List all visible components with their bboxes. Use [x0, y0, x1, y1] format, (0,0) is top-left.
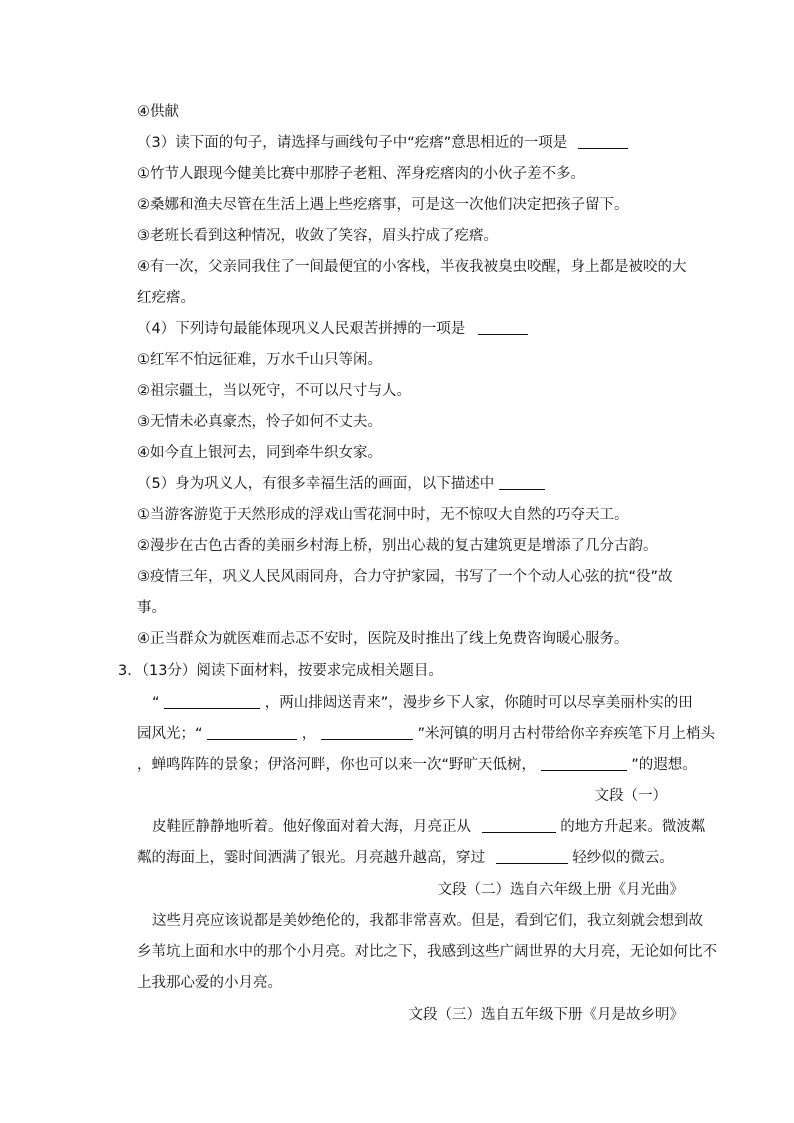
question-4-prompt [137, 319, 528, 339]
q5-option-4: ④正当群众为就医难而忐忑不安时，医院及时推出了线上免费咨询暖心服务。 [137, 631, 629, 647]
material-text: ”米河镇的明月古村带给你辛弃疾笔下月上梢头 [417, 726, 715, 742]
poem-blank-4[interactable] [541, 755, 627, 771]
q5-option-1: ①当游客游览于天然形成的浮戏山雪花洞中时，无不惊叹大自然的巧夺天工。 [137, 507, 629, 523]
q5-option-2: ②漫步在古色古香的美丽乡村海上桥，别出心裁的复古建筑更是增添了几分古韵。 [137, 538, 658, 554]
q3-option-4-cont: 红疙瘩。 [137, 290, 195, 306]
q5-option-3-cont: 事。 [137, 600, 166, 616]
question-3-text: （3）读下面的句子，请选择与画线句子中“疙瘩”意思相近的一项是 [137, 135, 568, 151]
passage-1-line-1 [152, 817, 705, 837]
question-4-text: （4）下列诗句最能体现巩义人民艰苦拼搏的一项是 [137, 321, 466, 337]
question-3-heading: 3．（13分）阅读下面材料，按要求完成相关题目。 [118, 663, 443, 679]
q4-option-2: ②祖宗疆土，当以死守，不可以尺寸与人。 [137, 383, 411, 399]
material-text: ，蝉鸣阵阵的景象；伊洛河畔，你也可以来一次“野旷天低树， [137, 757, 537, 773]
q5-option-3: ③疫情三年，巩义人民风雨同舟，合力守护家园，书写了一个个动人心弦的抗“役”故 [137, 569, 673, 585]
passage-blank-2[interactable] [496, 848, 568, 864]
question-3-prompt [137, 133, 628, 153]
q3-option-1: ①竹节人跟现今健美比赛中那脖子老粗、浑身疙瘩肉的小伙子差不多。 [137, 166, 585, 182]
question-5-prompt [137, 474, 545, 494]
q4-option-3: ③无情未必真豪杰，怜子如何不丈夫。 [137, 414, 382, 430]
passage-text: 轻纱似的微云。 [572, 850, 674, 866]
passage-text: 皮鞋匠静静地听着。他好像面对着大海，月亮正从 [152, 819, 471, 835]
passage-text: 粼的海面上，霎时间洒满了银光。月亮越升越高，穿过 [137, 850, 485, 866]
answer-blank[interactable] [478, 319, 528, 335]
passage-1-line-2 [137, 848, 674, 868]
passage-2-label: 文段（二）选自六年级上册《月光曲》 [437, 882, 684, 898]
poem-blank-3[interactable] [321, 724, 413, 740]
passage-text: 的地方升起来。微波粼 [560, 819, 706, 835]
material-text: ”的遐想。 [631, 757, 697, 773]
passage-2-line-3: 上我那心爱的小月亮。 [137, 975, 282, 991]
passage-2-line-2: 乡苇坑上面和水中的那个小月亮。对比之下，我感到这些广阔世界的大月亮，无论如何比不 [137, 944, 717, 960]
material-text: 园风光；“ [137, 726, 203, 742]
q3-option-3: ③老班长看到这种情况，收敛了笑容，眉头拧成了疙瘩。 [137, 228, 498, 244]
poem-blank-2[interactable] [207, 724, 297, 740]
q4-option-4: ④如今直上银河去，同到牵牛织女家。 [137, 445, 382, 461]
q3-option-2: ②桑娜和渔夫尽管在生活上遇上些疙瘩事，可是这一次他们决定把孩子留下。 [137, 197, 629, 213]
material-text: ，两山排闼送青来”，漫步乡下人家，你随时可以尽享美丽朴实的田 [264, 695, 693, 711]
comma: ， [301, 726, 317, 742]
option-4-text: ④供献 [137, 104, 179, 120]
passage-2-line-1: 这些月亮应该说都是美妙绝伦的，我都非常喜欢。但是，看到它们，我立刻就会想到故 [152, 913, 703, 929]
q3-option-4: ④有一次，父亲同我住了一间最便宜的小客栈，半夜我被臭虫咬醒，身上都是被咬的大 [137, 259, 687, 275]
quote-open: “ [152, 695, 160, 711]
poem-blank-1[interactable] [164, 693, 260, 709]
material-intro-line-2 [137, 724, 715, 744]
question-5-text: （5）身为巩义人，有很多幸福生活的画面，以下描述中 [137, 476, 495, 492]
q4-option-1: ①红军不怕远征难，万水千山只等闲。 [137, 352, 382, 368]
passage-blank-1[interactable] [482, 817, 556, 833]
passage-1-label: 文段（一） [594, 788, 667, 804]
material-intro-line-3 [137, 755, 697, 775]
answer-blank[interactable] [578, 133, 628, 149]
passage-3-label: 文段（三）选自五年级下册《月是故乡明》 [408, 1007, 684, 1023]
answer-blank[interactable] [499, 474, 545, 490]
material-intro-line-1 [152, 693, 693, 713]
